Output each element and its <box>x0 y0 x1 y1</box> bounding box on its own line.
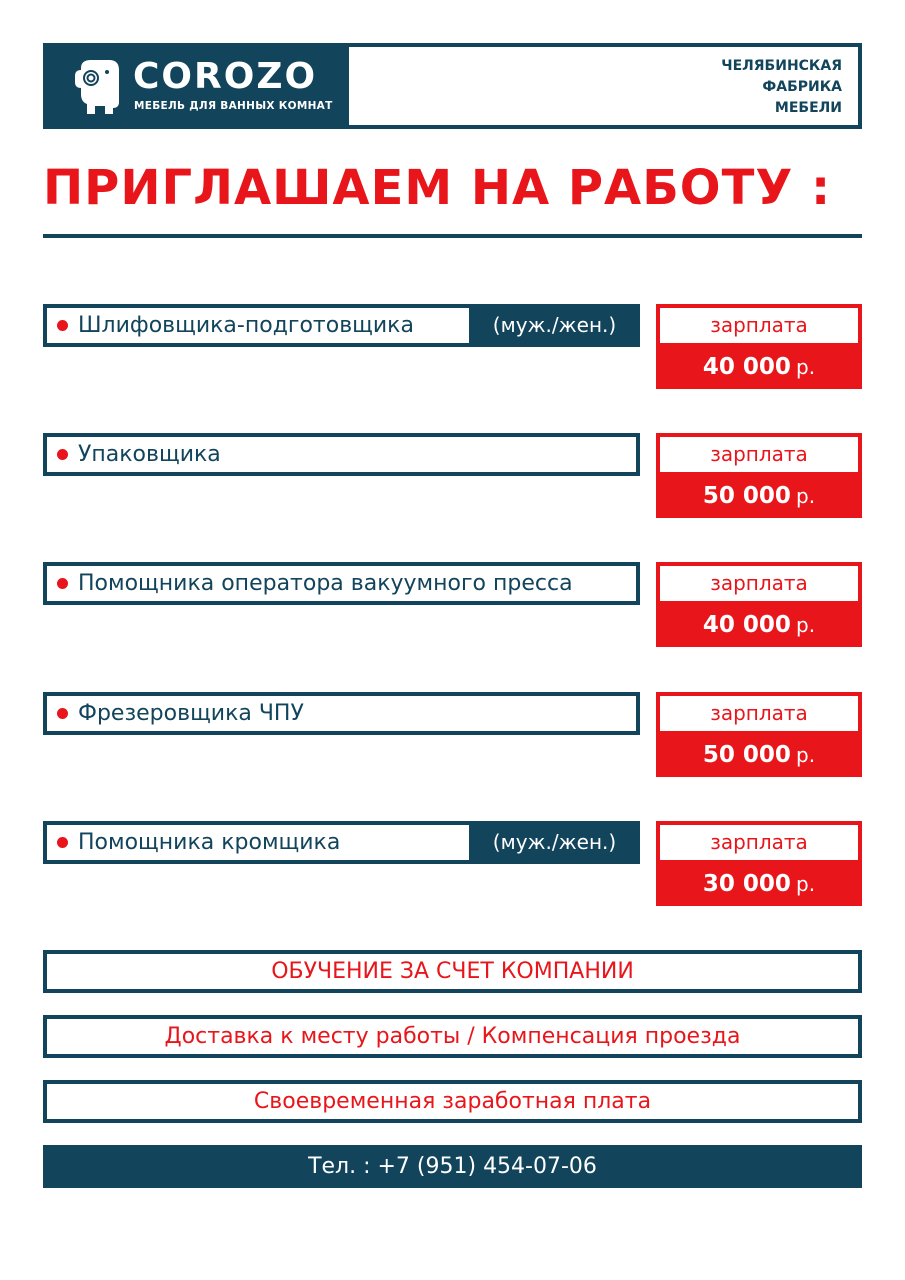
salary-box <box>656 304 862 389</box>
company-logo <box>43 43 343 129</box>
bullet-icon <box>57 578 68 589</box>
salary-currency: р. <box>796 743 816 767</box>
job-row <box>43 821 640 864</box>
salary-currency: р. <box>796 484 816 508</box>
logo-wordmark: COROZO <box>133 56 318 97</box>
job-row <box>43 433 640 476</box>
job-title-cell <box>47 308 467 343</box>
phone-banner: Тел. : +7 (951) 454-07-06 <box>43 1145 862 1188</box>
bullet-icon <box>57 320 68 331</box>
bullet-icon <box>57 449 68 460</box>
salary-currency: р. <box>796 355 816 379</box>
factory-name <box>721 56 842 119</box>
salary-label: зарплата <box>660 308 858 343</box>
salary-label: зарплата <box>660 696 858 731</box>
salary-amount <box>656 733 862 777</box>
job-row <box>43 304 640 347</box>
benefit-transport: Доставка к месту работы / Компенсация проезда <box>43 1015 862 1058</box>
job-title-cell <box>47 566 573 601</box>
salary-value: 50 000 <box>702 742 791 768</box>
salary-value: 40 000 <box>702 354 791 380</box>
salary-currency: р. <box>796 872 816 896</box>
salary-amount <box>656 603 862 647</box>
title-divider <box>43 234 862 238</box>
job-title: Упаковщика <box>78 442 221 467</box>
job-title: Помощника оператора вакуумного пресса <box>78 571 573 596</box>
logo-subtitle: МЕБЕЛЬ ДЛЯ ВАННЫХ КОМНАТ <box>134 100 333 112</box>
factory-line: ФАБРИКА <box>762 79 842 95</box>
salary-value: 50 000 <box>702 483 791 509</box>
factory-line: ЧЕЛЯБИНСКАЯ <box>721 58 842 74</box>
salary-amount <box>656 862 862 906</box>
salary-label: зарплата <box>660 825 858 860</box>
job-title: Помощника кромщика <box>78 830 341 855</box>
gender-badge: (муж./жен.) <box>469 308 640 343</box>
elephant-icon <box>73 58 121 114</box>
gender-badge: (муж./жен.) <box>469 825 640 860</box>
salary-box <box>656 821 862 906</box>
salary-amount <box>656 345 862 389</box>
bullet-icon <box>57 837 68 848</box>
job-row <box>43 692 640 735</box>
benefit-training: ОБУЧЕНИЕ ЗА СЧЕТ КОМПАНИИ <box>43 950 862 993</box>
salary-label: зарплата <box>660 437 858 472</box>
job-title-cell <box>47 696 304 731</box>
factory-panel <box>349 47 858 125</box>
job-title: Шлифовщика-подготовщика <box>78 313 414 338</box>
benefit-salary: Своевременная заработная плата <box>43 1080 862 1123</box>
salary-box <box>656 692 862 777</box>
salary-amount <box>656 474 862 518</box>
factory-line: МЕБЕЛИ <box>774 100 842 116</box>
salary-box <box>656 562 862 647</box>
job-row <box>43 562 640 605</box>
bullet-icon <box>57 708 68 719</box>
page-title: ПРИГЛАШАЕМ НА РАБОТУ : <box>43 160 832 216</box>
salary-label: зарплата <box>660 566 858 601</box>
header-banner <box>43 43 862 129</box>
salary-value: 30 000 <box>702 871 791 897</box>
job-title-cell <box>47 437 221 472</box>
salary-box <box>656 433 862 518</box>
salary-value: 40 000 <box>702 612 791 638</box>
salary-currency: р. <box>796 613 816 637</box>
job-title: Фрезеровщика ЧПУ <box>78 701 304 726</box>
job-title-cell <box>47 825 467 860</box>
